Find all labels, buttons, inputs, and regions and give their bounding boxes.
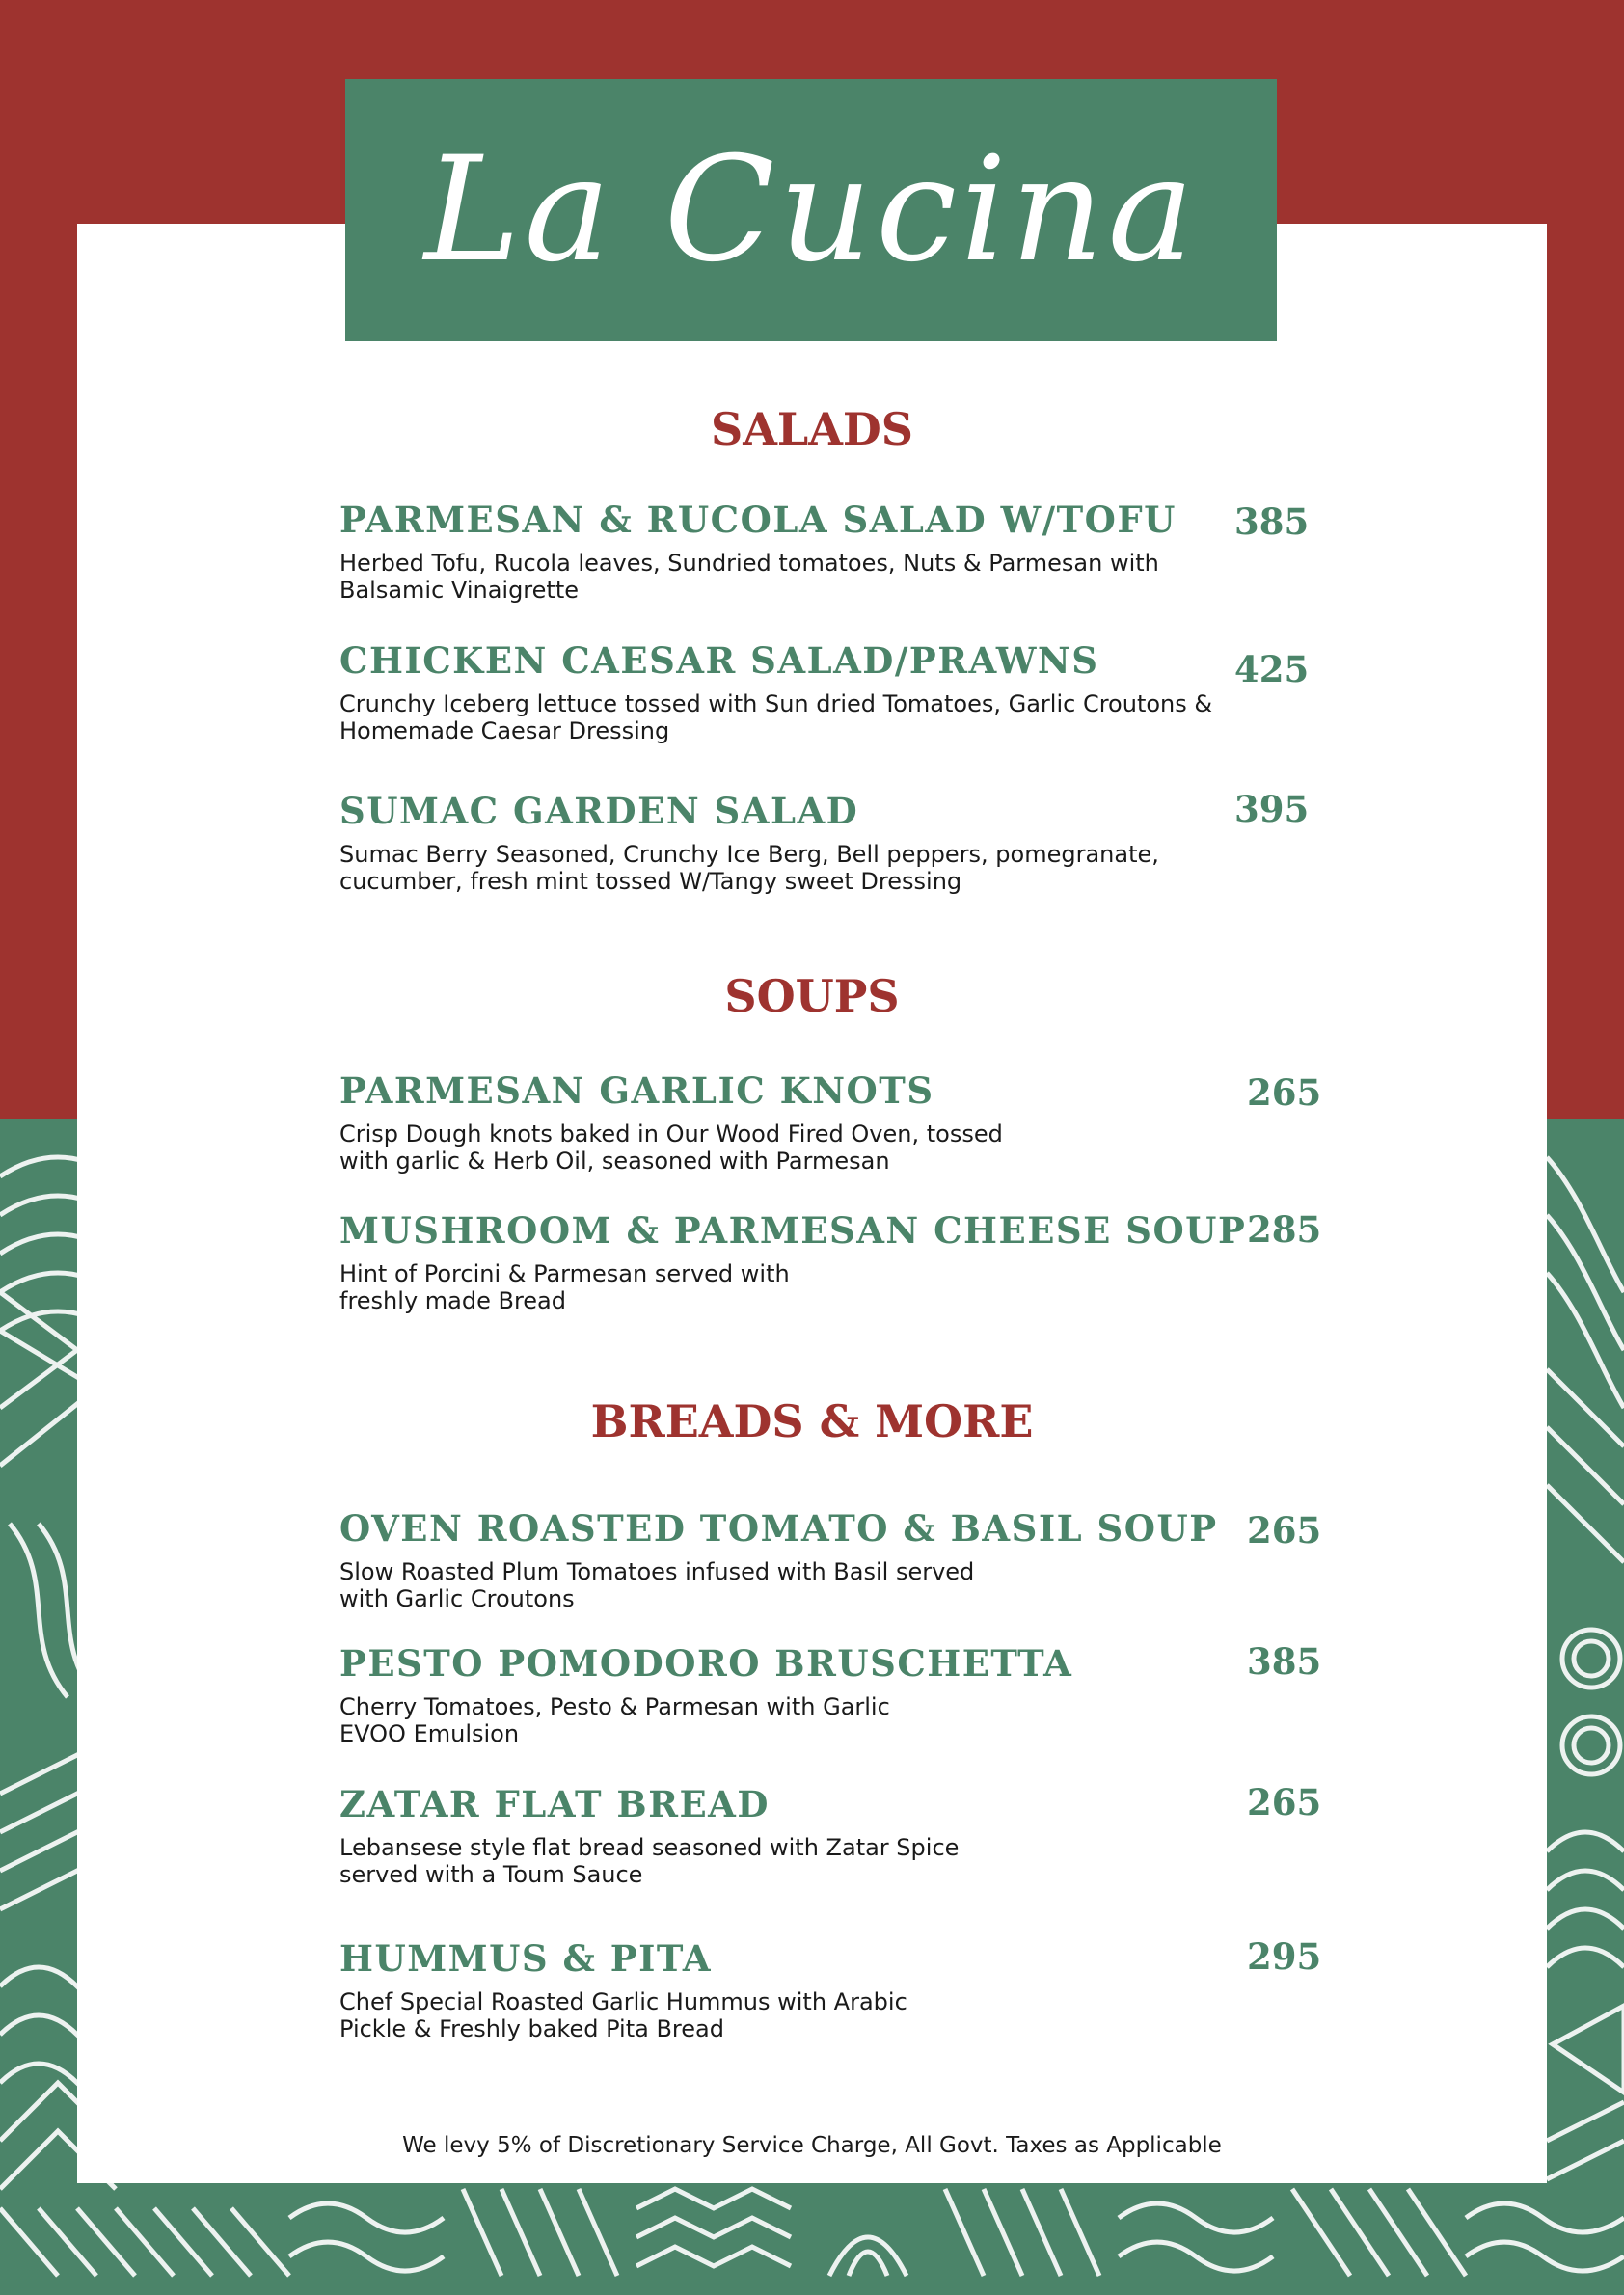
item-description: Chef Special Roasted Garlic Hummus with Arabic Pickle & Freshly baked Pita Bread (339, 1987, 907, 2042)
item-price: 265 (1247, 1071, 1322, 1114)
item-description: Crunchy Iceberg lettuce tossed with Sun dried Tomatoes, Garlic Croutons & Homemade Caesar Dressing (339, 689, 1213, 744)
item-price: 265 (1247, 1781, 1322, 1823)
item-description: Crisp Dough knots baked in Our Wood Fired Oven, tossed with garlic & Herb Oil, seasoned with Parmesan (339, 1120, 1003, 1174)
item-price: 265 (1247, 1509, 1322, 1552)
section-title-salads: SALADS (710, 403, 914, 455)
item-price: 285 (1247, 1208, 1322, 1251)
menu-item (339, 1644, 1304, 1747)
item-name: OVEN ROASTED TOMATO & BASIL SOUP (339, 1507, 1218, 1550)
item-name: CHICKEN CAESAR SALAD/PRAWNS (339, 639, 1099, 682)
item-name: HUMMUS & PITA (339, 1937, 713, 1980)
item-name: PARMESAN & RUCOLA SALAD W/TOFU (339, 499, 1177, 541)
item-description: Sumac Berry Seasoned, Crunchy Ice Berg, Bell peppers, pomegranate, cucumber, fresh mint tossed W/Tangy sweet Dressing (339, 840, 1159, 895)
logo-banner (345, 79, 1277, 341)
menu-item (339, 1509, 1304, 1612)
restaurant-logo: La Cucina (423, 126, 1199, 294)
item-name: PESTO POMODORO BRUSCHETTA (339, 1642, 1073, 1685)
item-description: Cherry Tomatoes, Pesto & Parmesan with Garlic EVOO Emulsion (339, 1692, 890, 1747)
item-name: ZATAR FLAT BREAD (339, 1783, 770, 1825)
item-description: Lebansese style flat bread seasoned with Zatar Spice served with a Toum Sauce (339, 1833, 960, 1888)
item-price: 395 (1234, 788, 1310, 830)
item-name: PARMESAN GARLIC KNOTS (339, 1069, 934, 1112)
menu-item (339, 1785, 1304, 1888)
menu-item (339, 500, 1304, 604)
item-price: 425 (1234, 648, 1310, 690)
section-title-breads-and-more: BREADS & MORE (590, 1395, 1034, 1447)
item-price: 295 (1247, 1935, 1322, 1978)
item-price: 385 (1234, 500, 1310, 543)
menu-item (339, 1211, 1304, 1314)
menu-item (339, 1071, 1304, 1174)
item-name: SUMAC GARDEN SALAD (339, 790, 859, 832)
item-price: 385 (1247, 1640, 1322, 1683)
item-description: Herbed Tofu, Rucola leaves, Sundried tomatoes, Nuts & Parmesan with Balsamic Vinaigrette (339, 549, 1159, 604)
menu-item (339, 1939, 1304, 2042)
item-description: Slow Roasted Plum Tomatoes infused with Basil served with Garlic Croutons (339, 1557, 975, 1612)
menu-item (339, 792, 1304, 895)
menu-item (339, 641, 1304, 744)
item-name: MUSHROOM & PARMESAN CHEESE SOUP (339, 1209, 1247, 1252)
service-charge-note: We levy 5% of Discretionary Service Charge, All Govt. Taxes as Applicable (402, 2133, 1222, 2158)
section-title-soups: SOUPS (724, 970, 900, 1022)
item-description: Hint of Porcini & Parmesan served with freshly made Bread (339, 1259, 790, 1314)
